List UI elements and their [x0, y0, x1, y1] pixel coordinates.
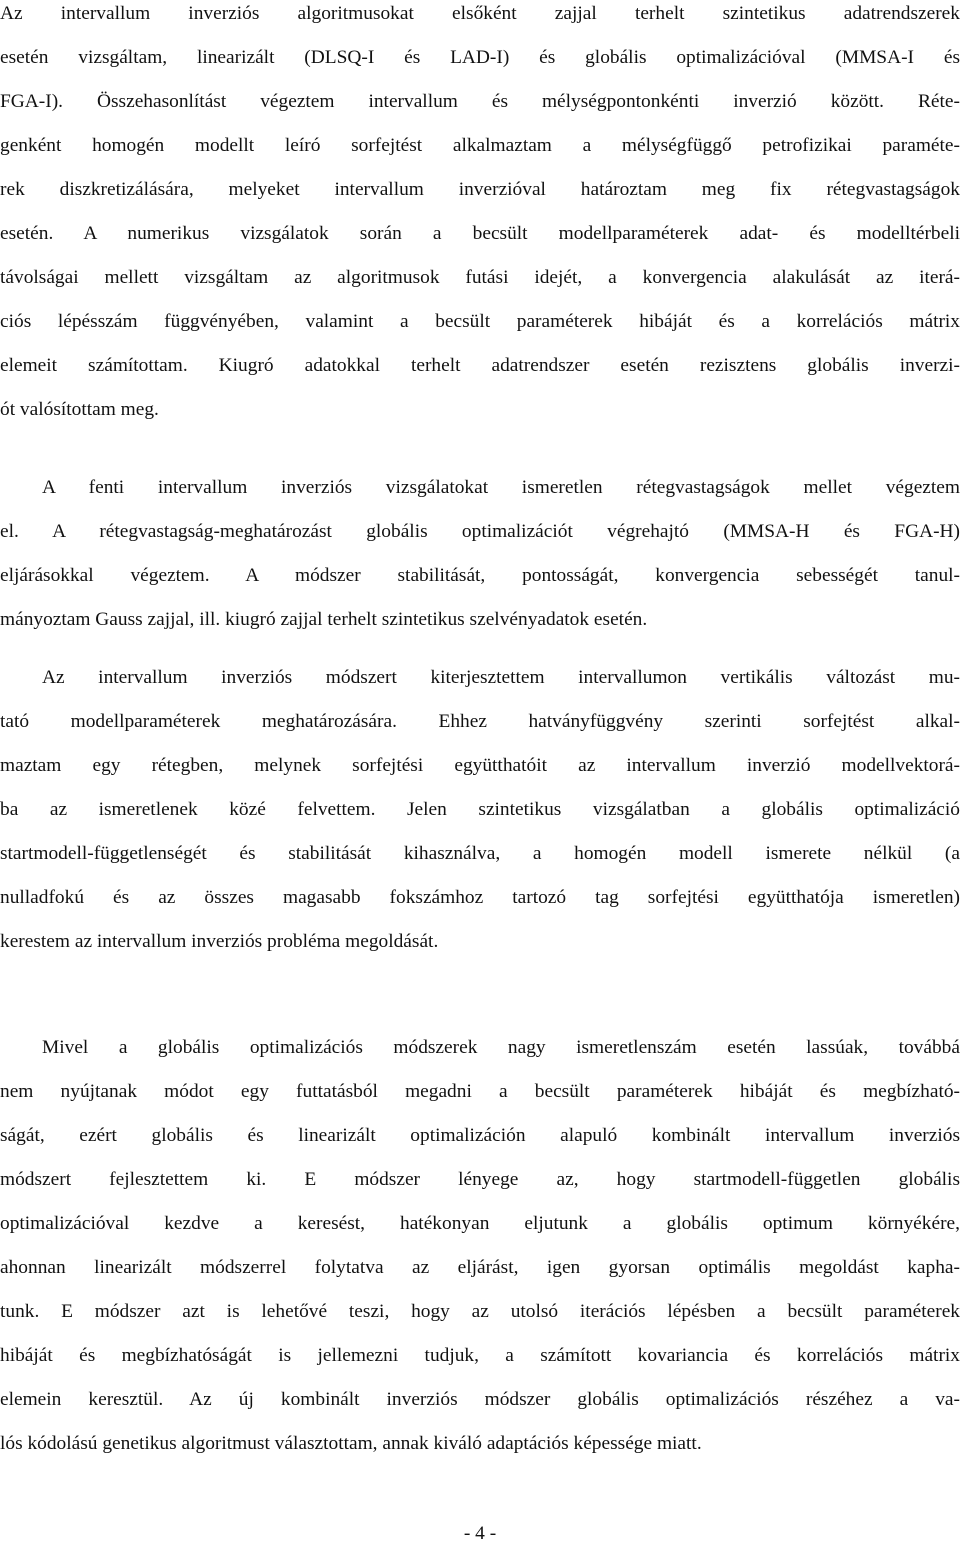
text-line: ót valósítottam meg. [0, 399, 159, 420]
text-line: elemeit számítottam. Kiugró adatokkal terhelt adatrendszer esetén rezisztens globális inverzi- [0, 355, 960, 376]
text-line: Az intervallum inverziós algoritmusokat elsőként zajjal terhelt szintetikus adatrendszerek [0, 3, 960, 24]
text-line: ciós lépésszám függvényében, valamint a becsült paraméterek hibáját és a korrelációs mátrix [0, 311, 960, 332]
text-line: ságát, ezért globális és linearizált optimalizáción alapuló kombinált intervallum inverziós [0, 1125, 960, 1146]
text-line: hibáját és megbízhatóságát is jellemezni tudjuk, a számított kovariancia és korrelációs mátrix [0, 1345, 960, 1366]
text-line: lós kódolású genetikus algoritmust választottam, annak kiváló adaptációs képessége miatt. [0, 1433, 702, 1454]
text-line: módszert fejlesztettem ki. E módszer lényege az, hogy startmodell-független globális [0, 1169, 960, 1190]
text-line: eljárásokkal végeztem. A módszer stabilitását, pontosságát, konvergencia sebességét tanul- [0, 565, 960, 586]
text-line: tató modellparaméterek meghatározására. Ehhez hatványfüggvény szerinti sorfejtést alkal- [0, 711, 960, 732]
text-line: távolságai mellett vizsgáltam az algoritmusok futási idejét, a konvergencia alakulását az iterá- [0, 267, 960, 288]
text-line: ba az ismeretlenek közé felvettem. Jelen szintetikus vizsgálatban a globális optimalizáció [0, 799, 960, 820]
text-line: elemein keresztül. Az új kombinált inverziós módszer globális optimalizációs részéhez a va- [0, 1389, 960, 1410]
text-line: kerestem az intervallum inverziós probléma megoldását. [0, 931, 439, 952]
text-line: Mivel a globális optimalizációs módszerek nagy ismeretlenszám esetén lassúak, továbbá [42, 1037, 960, 1058]
text-line: esetén. A numerikus vizsgálatok során a becsült modellparaméterek adat- és modelltérbeli [0, 223, 960, 244]
text-line: genként homogén modellt leíró sorfejtést alkalmaztam a mélységfüggő petrofizikai paraméte- [0, 135, 960, 156]
text-line: esetén vizsgáltam, linearizált (DLSQ-I és LAD-I) és globális optimalizációval (MMSA-I és [0, 47, 960, 68]
paragraph-vertical-variation [0, 656, 960, 964]
text-line: el. A rétegvastagság-meghatározást globális optimalizációt végrehajtó (MMSA-H és FGA-H) [0, 521, 960, 542]
text-line: A fenti intervallum inverziós vizsgálatokat ismeretlen rétegvastagságok mellet végeztem [42, 477, 960, 498]
text-line: nulladfokú és az összes magasabb fokszámhoz tartozó tag sorfejtési együtthatója ismeretlen) [0, 887, 960, 908]
text-line: mányoztam Gauss zajjal, ill. kiugró zajjal terhelt szintetikus szelvényadatok esetén. [0, 609, 648, 630]
paragraph-combined-inversion [0, 1026, 960, 1466]
text-line: ahonnan linearizált módszerrel folytatva az eljárást, igen gyorsan optimális megoldást kapha- [0, 1257, 960, 1278]
paragraph-interval-inversion-synthetic [0, 0, 960, 432]
text-line: FGA-I). Összehasonlítást végeztem intervallum és mélységpontonkénti inverzió között. Réte- [0, 91, 960, 112]
text-line: Az intervallum inverziós módszert kiterjesztettem intervallumon vertikális változást mu- [42, 667, 960, 688]
text-line: startmodell-függetlenségét és stabilitását kihasználva, a homogén modell ismerete nélkül (a [0, 843, 960, 864]
paragraph-layer-thickness [0, 466, 960, 642]
page-number: - 4 - [463, 1523, 497, 1544]
text-line: tunk. E módszer azt is lehetővé teszi, hogy az utolsó iterációs lépésben a becsült paraméterek [0, 1301, 960, 1322]
text-line: nem nyújtanak módot egy futtatásból megadni a becsült paraméterek hibáját és megbízható- [0, 1081, 960, 1102]
text-line: optimalizációval kezdve a keresést, hatékonyan eljutunk a globális optimum környékére, [0, 1213, 960, 1234]
text-line: maztam egy rétegben, melynek sorfejtési együtthatóit az intervallum inverzió modellvektorá- [0, 755, 960, 776]
text-line: rek diszkretizálására, melyeket intervallum inverzióval határoztam meg fix rétegvastagságok [0, 179, 960, 200]
